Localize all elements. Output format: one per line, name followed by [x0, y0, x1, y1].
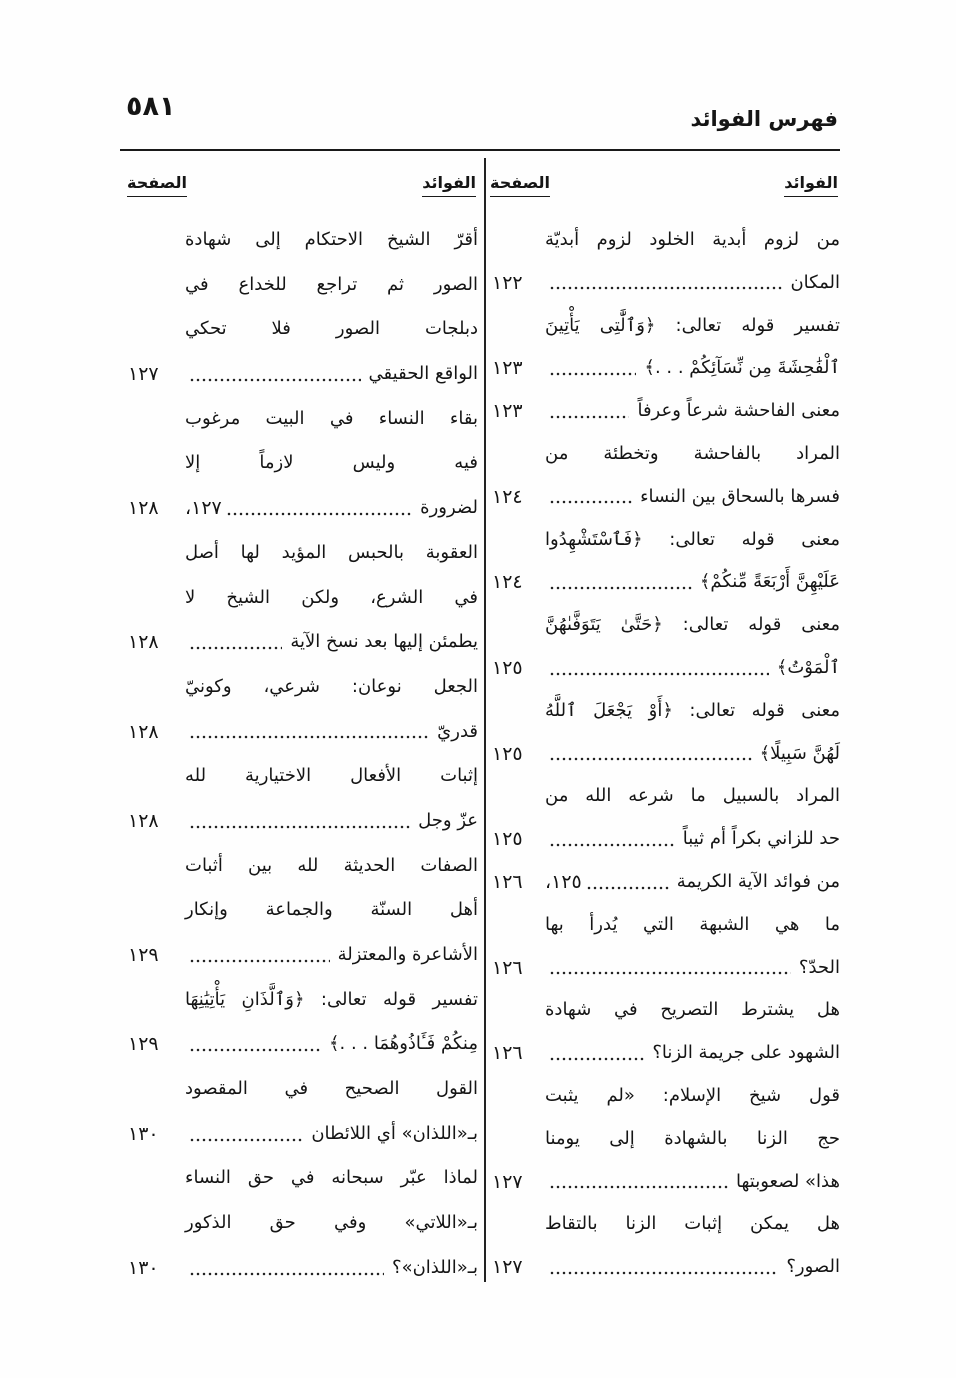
index-entry — [488, 219, 840, 305]
dot-leader — [189, 620, 282, 665]
dot-leader — [549, 947, 791, 990]
dot-leader — [549, 818, 675, 861]
page-ref: ١٣٠ — [128, 1122, 159, 1145]
page-ref: ١٢٧ — [128, 363, 159, 386]
entry-text: تفسير قوله تعالى: ﴿وَٱلَّٰتِى يَأْتِينَ — [545, 314, 840, 336]
page-ref: ١٢٦ — [492, 870, 523, 893]
entry-line — [488, 305, 840, 348]
entry-last-text-cell — [185, 1112, 478, 1157]
entry-last-line — [124, 710, 478, 755]
entry-last-text-cell — [545, 647, 840, 690]
entry-text: حد للزاني بكراً أم ثيباً — [682, 828, 840, 850]
entry-line — [124, 978, 478, 1023]
page-ref-extra: ١٢٧، — [185, 497, 222, 520]
dot-leader — [189, 1112, 303, 1157]
entry-text: الواقع الحقيقي — [368, 363, 478, 385]
entry-text: هل يشترط التصريح في شهادة — [545, 999, 840, 1021]
page-ref: ١٢٣ — [492, 400, 523, 423]
page-ref: ١٢٧ — [492, 1256, 523, 1279]
page-ref: ١٢٦ — [492, 1042, 523, 1065]
dot-leader — [189, 352, 361, 397]
entry-last-text-cell — [545, 947, 840, 990]
dot-leader — [586, 861, 669, 904]
entry-text: الأشاعرة والمعتزلة — [337, 944, 478, 965]
index-entry — [488, 519, 840, 605]
entry-last-line — [488, 947, 840, 990]
dot-leader — [189, 1246, 384, 1291]
entry-last-text-cell — [185, 352, 478, 397]
entry-line — [488, 433, 840, 476]
index-entry — [488, 1075, 840, 1203]
entry-last-text-cell — [185, 799, 478, 844]
entry-text: عزّ وجل — [418, 809, 478, 831]
entry-text: بـ«اللاتي» وفي حق الذكور — [185, 1212, 478, 1234]
dot-leader — [226, 486, 412, 531]
index-entry — [488, 390, 840, 433]
entry-last-text-cell — [545, 861, 840, 904]
folio-page-number: ٥٨١ — [126, 91, 176, 122]
entry-text: لَهُنَّ سَبِيلًا﴾ — [759, 742, 840, 764]
entry-line — [124, 888, 478, 933]
entry-text: ما هي الشبهة التي يُدرأ بها — [545, 913, 840, 935]
entry-last-text-cell — [185, 620, 478, 665]
entry-text: فسرها بالسحاق بين النساء — [640, 485, 840, 507]
index-entry — [124, 218, 478, 397]
entry-last-line — [488, 733, 840, 776]
entry-last-line — [124, 1112, 478, 1157]
index-entry — [124, 978, 478, 1067]
entry-text: معنى الفاحشة شرعاً وعرفاً — [637, 400, 840, 422]
entry-line — [488, 904, 840, 947]
entry-line — [124, 1156, 478, 1201]
entry-text: الجعل نوعان: شرعي، وكونيّ — [185, 675, 478, 697]
entry-last-line — [488, 390, 840, 433]
entry-text: هل يمكن إثبات الزنا بالتقاط — [545, 1213, 840, 1235]
index-entry — [488, 1203, 840, 1289]
dot-leader — [549, 1032, 644, 1075]
entry-line — [124, 218, 478, 263]
page-ref: ١٢٨ — [128, 809, 159, 832]
page-ref-extra: ١٢٥، — [545, 870, 582, 893]
entry-text: مِنكُمْ فَـَٔاذُوهُمَا . . .﴾ — [328, 1033, 478, 1055]
entry-text: المكان — [790, 271, 840, 293]
entry-last-line — [124, 799, 478, 844]
entry-text: بقاء النساء في البيت مرغوب — [185, 407, 478, 429]
entry-text: من لزوم أبدية الخلود لزوم أبديّة — [545, 229, 840, 250]
page-ref: ١٣٠ — [128, 1256, 159, 1279]
entry-line — [488, 1075, 840, 1118]
entry-text: دبلجات الصور فلا تحكي — [185, 318, 478, 340]
page-ref: ١٢٤ — [492, 571, 523, 594]
dot-leader — [549, 1161, 728, 1204]
page-ref: ١٢٨ — [128, 720, 159, 743]
column-heading-page: الصفحة — [490, 172, 550, 197]
entry-line — [488, 1203, 840, 1246]
entry-last-text-cell — [545, 262, 840, 305]
entry-line — [488, 604, 840, 647]
entry-last-line — [488, 1161, 840, 1204]
entry-last-line — [124, 352, 478, 397]
dot-leader — [549, 647, 769, 690]
entry-last-text-cell — [545, 1246, 840, 1289]
dot-leader — [189, 1022, 321, 1067]
page-ref: ١٢٦ — [492, 956, 523, 979]
entry-line — [124, 531, 478, 576]
entry-text: الصفات الحديثة لله بين أثبات — [185, 854, 478, 876]
entry-line — [488, 775, 840, 818]
index-entry — [488, 433, 840, 519]
dot-leader — [549, 1246, 778, 1289]
entry-text: عَلَيْهِنَّ أَرْبَعَةً مِّنكُمْ﴾ — [699, 571, 840, 593]
entry-last-text-cell — [545, 1032, 840, 1075]
entry-text: القول الصحيح في المقصود — [185, 1078, 478, 1100]
entry-line — [124, 441, 478, 486]
page-ref: ١٢٨ — [128, 631, 159, 654]
page-ref: ١٢٩ — [128, 1033, 159, 1056]
dot-leader — [549, 262, 782, 305]
page-ref: ١٢٥ — [492, 656, 523, 679]
dot-leader — [549, 733, 752, 776]
page-ref: ١٢٩ — [128, 944, 159, 966]
entry-last-line — [124, 1022, 478, 1067]
entry-last-text-cell — [545, 390, 840, 433]
entry-text: معنى قوله تعالى: ﴿أَوْ يَجْعَلَ ٱللَّهُ — [545, 699, 840, 721]
entry-last-line — [488, 1246, 840, 1289]
entry-line — [124, 576, 478, 621]
entry-last-line — [488, 1032, 840, 1075]
index-entry — [488, 604, 840, 690]
index-entry — [488, 989, 840, 1075]
dot-leader — [189, 799, 410, 844]
entry-text: لضرورة — [420, 497, 478, 519]
entry-text: الشهود على جريمة الزنا؟ — [652, 1042, 840, 1064]
entry-line — [488, 690, 840, 733]
dot-leader — [549, 476, 632, 519]
index-column-left — [124, 218, 478, 1291]
entry-last-text-cell — [545, 818, 840, 861]
entry-last-text-cell — [545, 561, 840, 604]
entry-last-text-cell — [185, 1246, 478, 1291]
entry-text: المراد بالسبيل ما شرعه الله من — [545, 785, 840, 807]
entry-text: يطمئن إليها بعد نسخ الآية — [290, 631, 478, 653]
page-ref: ١٢٤ — [492, 485, 523, 508]
entry-line — [124, 263, 478, 308]
entry-text: تفسير قوله تعالى: ﴿وَٱلَّذَانِ يَأْتِيَٰنِهَا — [185, 988, 478, 1010]
page-ref: ١٢٣ — [492, 357, 523, 380]
column-heading-benefits: الفوائد — [422, 172, 476, 197]
entry-last-line — [488, 647, 840, 690]
page-ref: ١٢٥ — [492, 828, 523, 851]
entry-text: قدريّ — [437, 720, 478, 742]
entry-text: هذا» لصعوبتها — [736, 1170, 840, 1192]
entry-text: الحدّ؟ — [798, 956, 840, 978]
entry-text: لماذا عبّر سبحانه في حق النساء — [185, 1167, 478, 1189]
index-entry — [124, 754, 478, 843]
entry-last-line — [488, 347, 840, 390]
entry-last-text-cell — [545, 733, 840, 776]
index-entry — [488, 775, 840, 861]
entry-line — [488, 1118, 840, 1161]
dot-leader — [189, 710, 429, 755]
index-entry — [124, 1067, 478, 1156]
index-entry — [124, 531, 478, 665]
index-entry — [124, 665, 478, 754]
entry-text: إثبات الأفعال الاختيارية لله — [185, 765, 478, 787]
entry-line — [124, 1067, 478, 1112]
entry-text: الصور ثم تراجع للخداع في — [185, 273, 478, 295]
page-ref: ١٢٨ — [128, 497, 159, 520]
entry-text: ٱلْفَٰحِشَةَ مِن نِّسَآئِكُمْ . . .﴾ — [644, 357, 840, 379]
entry-last-text-cell — [185, 486, 478, 531]
entry-text: معنى قوله تعالى: ﴿فَٱسْتَشْهِدُوا — [545, 528, 840, 550]
dot-leader — [549, 561, 692, 604]
header-rule — [120, 149, 840, 151]
entry-last-text-cell — [185, 1022, 478, 1067]
entry-last-line — [488, 476, 840, 519]
entry-last-text-cell — [545, 1161, 840, 1204]
dot-leader — [189, 933, 330, 978]
entry-last-text-cell — [545, 476, 840, 519]
entry-text: أهل السنّة والجماعة وإنكار — [185, 899, 478, 921]
entry-last-line — [124, 486, 478, 531]
index-column-right — [488, 219, 840, 1289]
entry-line — [124, 1201, 478, 1246]
entry-line — [124, 754, 478, 799]
entry-text: العقوبة بالحبس المؤيد لها أصل — [185, 541, 478, 563]
column-heading-page: الصفحة — [127, 172, 187, 197]
entry-text: فيه وليس لازماً إلا — [185, 452, 478, 474]
dot-leader — [549, 347, 636, 390]
entry-line — [488, 219, 840, 262]
page-ref: ١٢٢ — [492, 271, 523, 294]
page-ref: ١٢٧ — [492, 1170, 523, 1193]
entry-last-line — [124, 620, 478, 665]
index-entry — [124, 397, 478, 531]
entry-line — [488, 989, 840, 1032]
page-ref: ١٢٥ — [492, 742, 523, 765]
entry-text: حج الزنا بالشهادة إلى يومنا — [545, 1127, 840, 1149]
column-heading-benefits: الفوائد — [784, 172, 838, 197]
entry-text: قول شيخ الإسلام: «لم يثبت — [545, 1084, 840, 1106]
dot-leader — [549, 390, 629, 433]
entry-line — [124, 665, 478, 710]
entry-last-line — [488, 262, 840, 305]
entry-last-line — [124, 1246, 478, 1291]
entry-last-text-cell — [545, 347, 840, 390]
entry-text: المراد بالفاحشة وتخطئة من — [545, 442, 840, 464]
entry-last-text-cell — [185, 710, 478, 755]
entry-last-line — [488, 861, 840, 904]
index-entry — [124, 844, 478, 978]
entry-last-line — [124, 933, 478, 978]
entry-text: الصور؟ — [786, 1256, 840, 1278]
index-entry — [488, 690, 840, 776]
entry-line — [124, 307, 478, 352]
entry-last-text-cell — [185, 933, 478, 978]
index-entry — [488, 904, 840, 990]
entry-last-line — [488, 818, 840, 861]
entry-line — [124, 397, 478, 442]
entry-text: من فوائد الآية الكريمة — [676, 870, 840, 892]
running-title: فهرس الفوائد — [690, 107, 838, 131]
entry-text: بـ«اللذان»؟ — [392, 1256, 478, 1278]
index-entry — [124, 1156, 478, 1290]
entry-text: في الشرع، ولكن الشيخ لا — [185, 586, 478, 608]
entry-text: معنى قوله تعالى: ﴿حَتَّىٰ يَتَوَفَّىٰهُنَّ — [545, 614, 840, 636]
entry-last-line — [488, 561, 840, 604]
entry-line — [488, 519, 840, 562]
entry-text: بـ«اللذان» أي اللائطان — [311, 1122, 478, 1144]
column-divider — [484, 158, 486, 1282]
index-entry — [488, 861, 840, 904]
index-entry — [488, 305, 840, 391]
entry-text: أقرّ الشيخ الاحتكام إلى شهادة — [185, 229, 478, 250]
entry-line — [124, 844, 478, 889]
entry-text: ٱلْمَوْتُ﴾ — [776, 656, 840, 678]
